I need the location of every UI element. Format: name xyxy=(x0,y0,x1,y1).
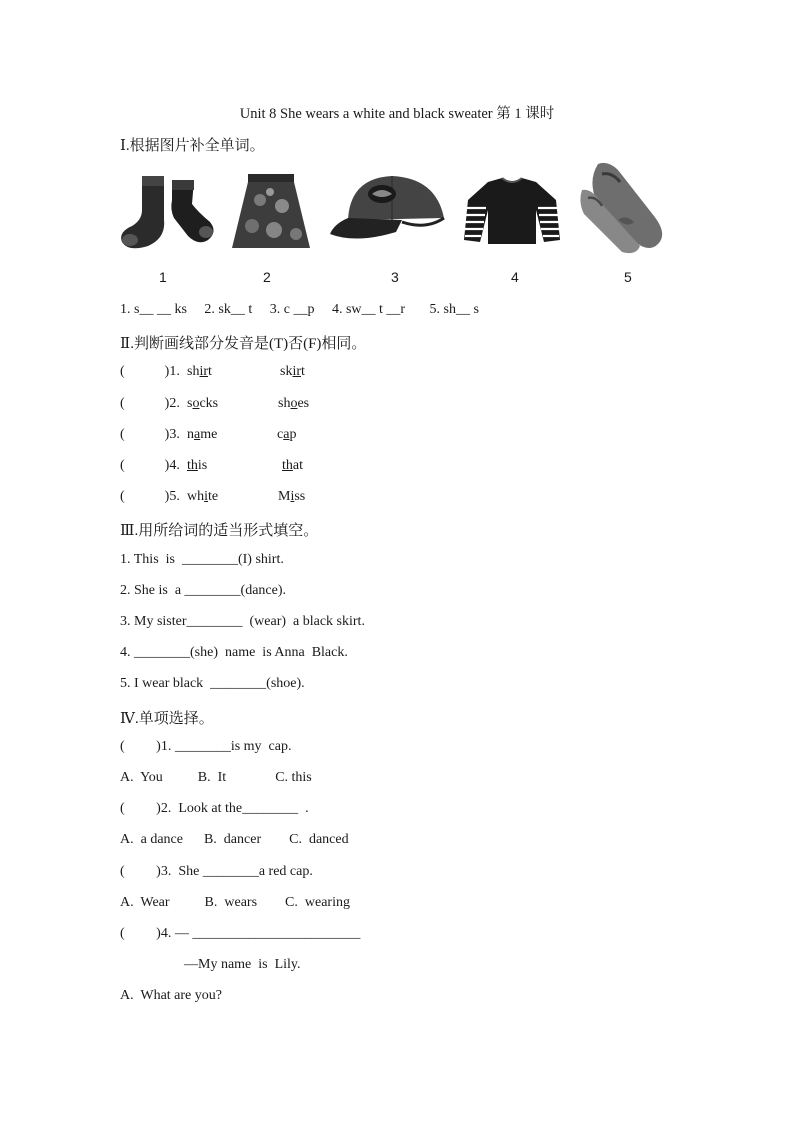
choice-question: ( )2. Look at the________ . xyxy=(120,801,309,816)
picture-number-2: 2 xyxy=(263,269,271,285)
choice-question: ( )1. ________is my cap. xyxy=(120,739,292,754)
page-title: Unit 8 She wears a white and black sweater 第 1 课时 xyxy=(239,106,555,122)
section-2-heading: Ⅱ.判断画线部分发音是(T)否(F)相同。 xyxy=(120,336,367,352)
picture-number-4: 4 xyxy=(511,269,519,285)
pronunciation-item: ( )4. this that xyxy=(120,458,303,473)
choice-options: A. What are you? xyxy=(120,988,222,1003)
sweater-image xyxy=(462,160,562,256)
section-4-heading: Ⅳ.单项选择。 xyxy=(120,711,214,727)
choice-options: A. Wear B. wears C. wearing xyxy=(120,895,350,910)
pronunciation-item: ( )3. name cap xyxy=(120,427,297,442)
cap-image xyxy=(326,160,450,256)
word-completion-line: 1. s__ __ ks 2. sk__ t 3. c __p 4. sw__ t __r 5. sh__ s xyxy=(120,302,479,317)
pronunciation-item: ( )1. shirt skirt xyxy=(120,364,305,379)
fill-blank-item: 1. This is ________(I) shirt. xyxy=(120,552,284,567)
picture-number-3: 3 xyxy=(391,269,399,285)
fill-blank-item: 3. My sister________ (wear) a black skirt. xyxy=(120,614,365,629)
pronunciation-item: ( )5. white Miss xyxy=(120,489,306,504)
pronunciation-item: ( )2. socks shoes xyxy=(120,396,310,411)
fill-blank-item: 4. ________(she) name is Anna Black. xyxy=(120,645,348,660)
socks-image xyxy=(118,160,218,256)
skirt-image xyxy=(230,160,312,256)
section-1-heading: Ⅰ.根据图片补全单词。 xyxy=(120,138,265,154)
fill-blank-item: 2. She is a ________(dance). xyxy=(120,583,287,598)
shoes-image xyxy=(578,160,670,256)
section-3-heading: Ⅲ.用所给词的适当形式填空。 xyxy=(120,523,319,539)
choice-question: ( )4. — ________________________ xyxy=(120,926,361,941)
fill-blank-item: 5. I wear black ________(shoe). xyxy=(120,676,305,691)
choice-question: ( )3. She ________a red cap. xyxy=(120,864,313,879)
choice-options: A. a dance B. dancer C. danced xyxy=(120,832,349,847)
picture-number-1: 1 xyxy=(159,269,167,285)
picture-number-5: 5 xyxy=(624,269,632,285)
choice-options: A. You B. It C. this xyxy=(120,770,312,785)
dialogue-response: —My name is Lily. xyxy=(184,957,301,972)
